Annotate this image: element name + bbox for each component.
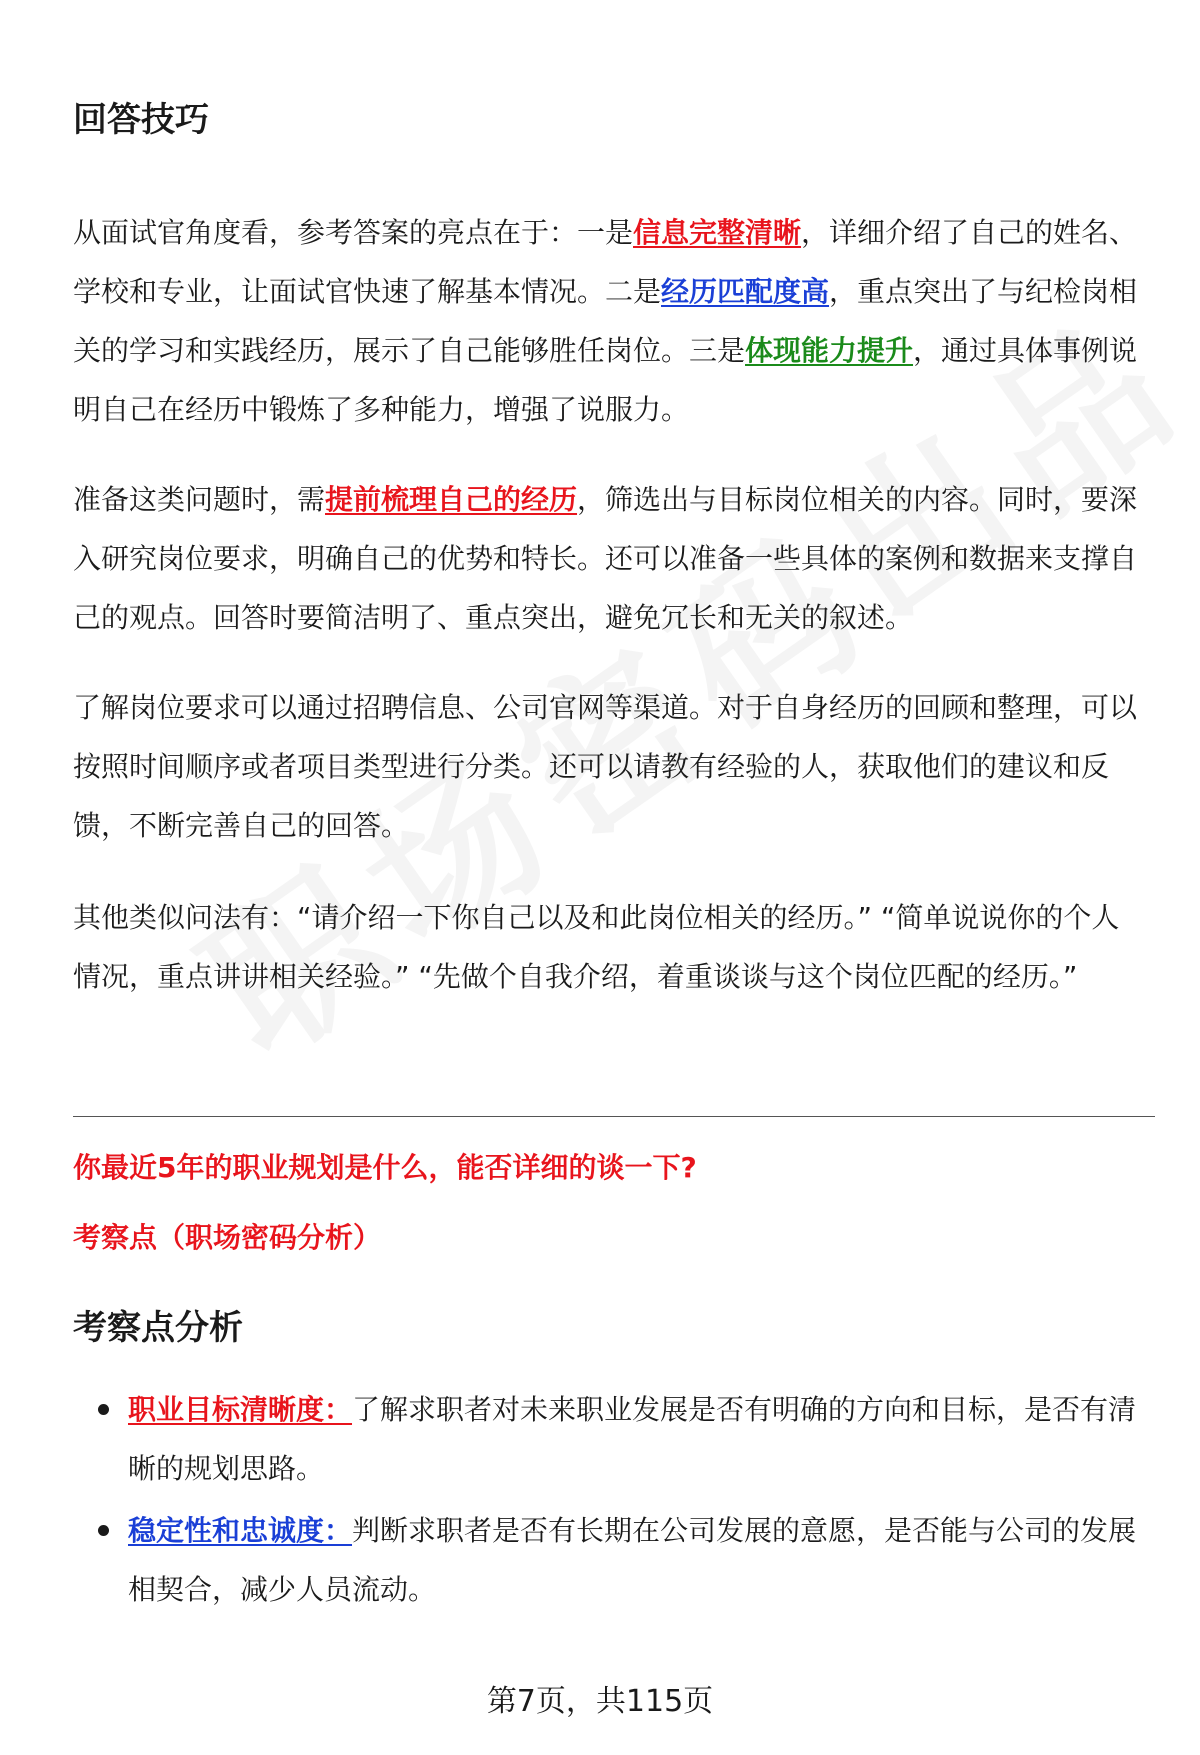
highlight-organize-experience: 提前梳理自己的经历 [325,483,578,516]
text-segment: ，筛选出与目标岗位相关的内容。同时，要深入研究岗位要求，明确自己的优势和特长。还可以准备一些具体的案例和数据来支撑自己的观点。回答时要简洁明了、重点突出，避免冗长和无关的叙述。 [73,483,1138,634]
paragraph-preparation [73,470,1145,647]
item-label-stability: 稳定性和忠诚度： [128,1514,353,1547]
highlight-ability-growth: 体现能力提升 [745,334,914,367]
text-segment: ，重点突出了与纪检岗相关的学习和实践经历，展示了自己能够胜任岗位。三是 [73,275,1138,367]
bullet-icon [98,1525,109,1536]
paragraph-similar-questions: 其他类似问法有：“请介绍一下你自己以及和此岗位相关的经历。” “简单说说你的个人情况，重点讲讲相关经验。” “先做个自我介绍，着重谈谈与这个岗位匹配的经历。” [73,901,1120,993]
list-item [73,1380,1145,1498]
section-title-answer-tips: 回答技巧 [73,100,209,140]
paragraph-highlights [73,203,1145,439]
analysis-list [73,1380,1145,1622]
item-text: 了解求职者对未来职业发展是否有明确的方向和目标，是否有清晰的规划思路。 [128,1393,1137,1485]
text-segment: 准备这类问题时，需 [73,483,326,516]
page-number-footer: 第7页，共115页 [486,1684,714,1719]
paragraph-research: 了解岗位要求可以通过招聘信息、公司官网等渠道。对于自身经历的回顾和整理，可以按照时间顺序或者项目类型进行分类。还可以请教有经验的人，获取他们的建议和反馈，不断完善自己的回答。 [73,691,1138,842]
highlight-experience-match: 经历匹配度高 [661,275,830,308]
item-text: 判断求职者是否有长期在公司发展的意愿，是否能与公司的发展相契合，减少人员流动。 [128,1514,1137,1606]
question-heading: 你最近5年的职业规划是什么，能否详细的谈一下? [73,1151,697,1184]
text-segment: ，通过具体事例说明自己在经历中锻炼了多种能力，增强了说服力。 [73,334,1138,426]
item-label-career-goal: 职业目标清晰度： [128,1393,353,1426]
list-item [73,1501,1145,1619]
text-segment: 从面试官角度看，参考答案的亮点在于：一是 [73,216,634,249]
text-segment: ，详细介绍了自己的姓名、学校和专业，让面试官快速了解基本情况。二是 [73,216,1138,308]
section-title-analysis: 考察点分析 [73,1308,243,1348]
bullet-icon [98,1404,109,1415]
highlight-info-complete: 信息完整清晰 [633,216,802,249]
divider [73,1116,1155,1117]
analysis-subheading: 考察点（职场密码分析） [73,1221,382,1254]
